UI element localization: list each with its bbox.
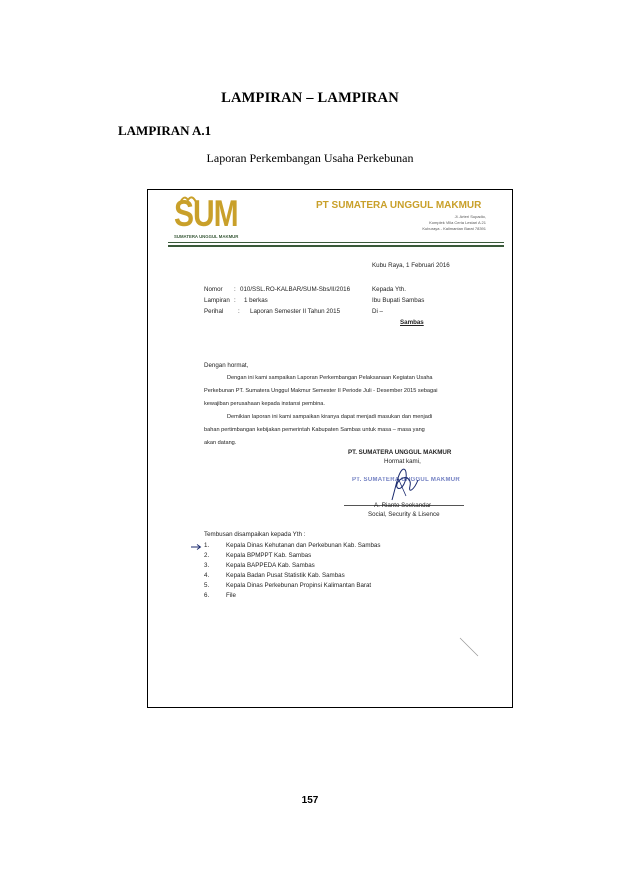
meta-separator: :	[234, 297, 236, 304]
cc-number: 4.	[204, 572, 210, 579]
letterhead-rule	[168, 245, 504, 247]
recipient-line: Kepada Yth.	[372, 286, 406, 293]
cc-number: 1.	[204, 542, 210, 549]
cc-number: 2.	[204, 552, 210, 559]
cc-item: File	[226, 592, 236, 599]
meta-value: Laporan Semester II Tahun 2015	[250, 308, 341, 315]
scan-artifact-mark	[458, 636, 480, 658]
figure-caption: Laporan Perkembangan Usaha Perkebunan	[206, 151, 414, 165]
letterhead-rule	[168, 242, 504, 243]
meta-label: Perihal	[204, 308, 224, 315]
cc-item: Kepala Dinas Kehutanan dan Perkebunan Kab. Sambas	[226, 542, 381, 549]
meta-value: 010/SSL.RO-KALBAR/SUM-Sbs/II/2016	[240, 286, 351, 293]
recipient-line: Ibu Bupati Sambas	[372, 297, 425, 304]
cc-item: Kepala BAPPEDA Kab. Sambas	[226, 562, 315, 569]
cc-item: Kepala Dinas Perkebunan Propinsi Kalimantan Barat	[226, 582, 372, 589]
signer-name: A. Rianto Soekandar	[374, 502, 432, 509]
recipient-line: Di –	[372, 308, 384, 315]
cc-number: 5.	[204, 582, 210, 589]
section-heading: LAMPIRAN A.1	[118, 123, 212, 138]
body-line: Demikian laporan ini kami sampaikan kiranya dapat menjadi masukan dan menjadi	[227, 414, 433, 420]
page-title: LAMPIRAN – LAMPIRAN	[221, 90, 399, 106]
meta-value: 1 berkas	[244, 297, 268, 304]
address-line: Kuburaya - Kalimantan Barat 78391	[422, 226, 486, 231]
meta-separator: :	[234, 286, 236, 293]
cc-item: Kepala BPMPPT Kab. Sambas	[226, 552, 312, 559]
handwritten-signature	[384, 466, 424, 502]
sign-company: PT. SUMATERA UNGGUL MAKMUR	[348, 449, 452, 456]
signer-title: Social, Security & Lisence	[368, 511, 440, 518]
cc-number: 3.	[204, 562, 210, 569]
cc-heading: Tembusan disampaikan kepada Yth :	[204, 531, 306, 538]
body-line: kewajiban perusahaan kepada instansi pembina.	[204, 401, 325, 407]
sign-closing: Hormat kami,	[384, 458, 421, 465]
body-line: Perkebunan PT. Sumatera Unggul Makmur Semester II Periode Juli - Desember 2015 sebagai	[204, 388, 438, 394]
letter-date: Kubu Raya, 1 Februari 2016	[372, 262, 450, 269]
body-line: akan datang.	[204, 440, 237, 446]
scanned-letter-frame	[147, 189, 513, 708]
recipient-place: Sambas	[400, 319, 424, 326]
meta-label: Lampiran	[204, 297, 230, 304]
company-stamp: PT. SUMATERA UNGGUL MAKMUR	[352, 477, 461, 483]
logo-mark: SUM	[174, 193, 238, 235]
meta-separator: :	[238, 308, 240, 315]
letter-greeting: Dengan hormat,	[204, 362, 249, 369]
company-name: PT SUMATERA UNGGUL MAKMUR	[316, 200, 482, 211]
body-line: Dengan ini kami sampaikan Laporan Perkembangan Pelaksanaan Kegiatan Usaha	[227, 375, 433, 381]
address-line: Komplek Villa Ceria Lestari A 21	[429, 220, 486, 225]
cc-number: 6.	[204, 592, 210, 599]
address-line: Jl. Arteri Supadio,	[454, 214, 486, 219]
logo-subtitle: SUMATERA UNGGUL MAKMUR	[174, 234, 239, 239]
body-line: bahan pertimbangan kebijakan pemerintah Kabupaten Sambas untuk masa – masa yang	[204, 427, 425, 433]
cc-item: Kepala Badan Pusat Statistik Kab. Sambas	[226, 572, 345, 579]
meta-label: Nomor	[204, 286, 223, 293]
page-number: 157	[301, 795, 319, 806]
arrow-right-icon	[191, 544, 203, 550]
